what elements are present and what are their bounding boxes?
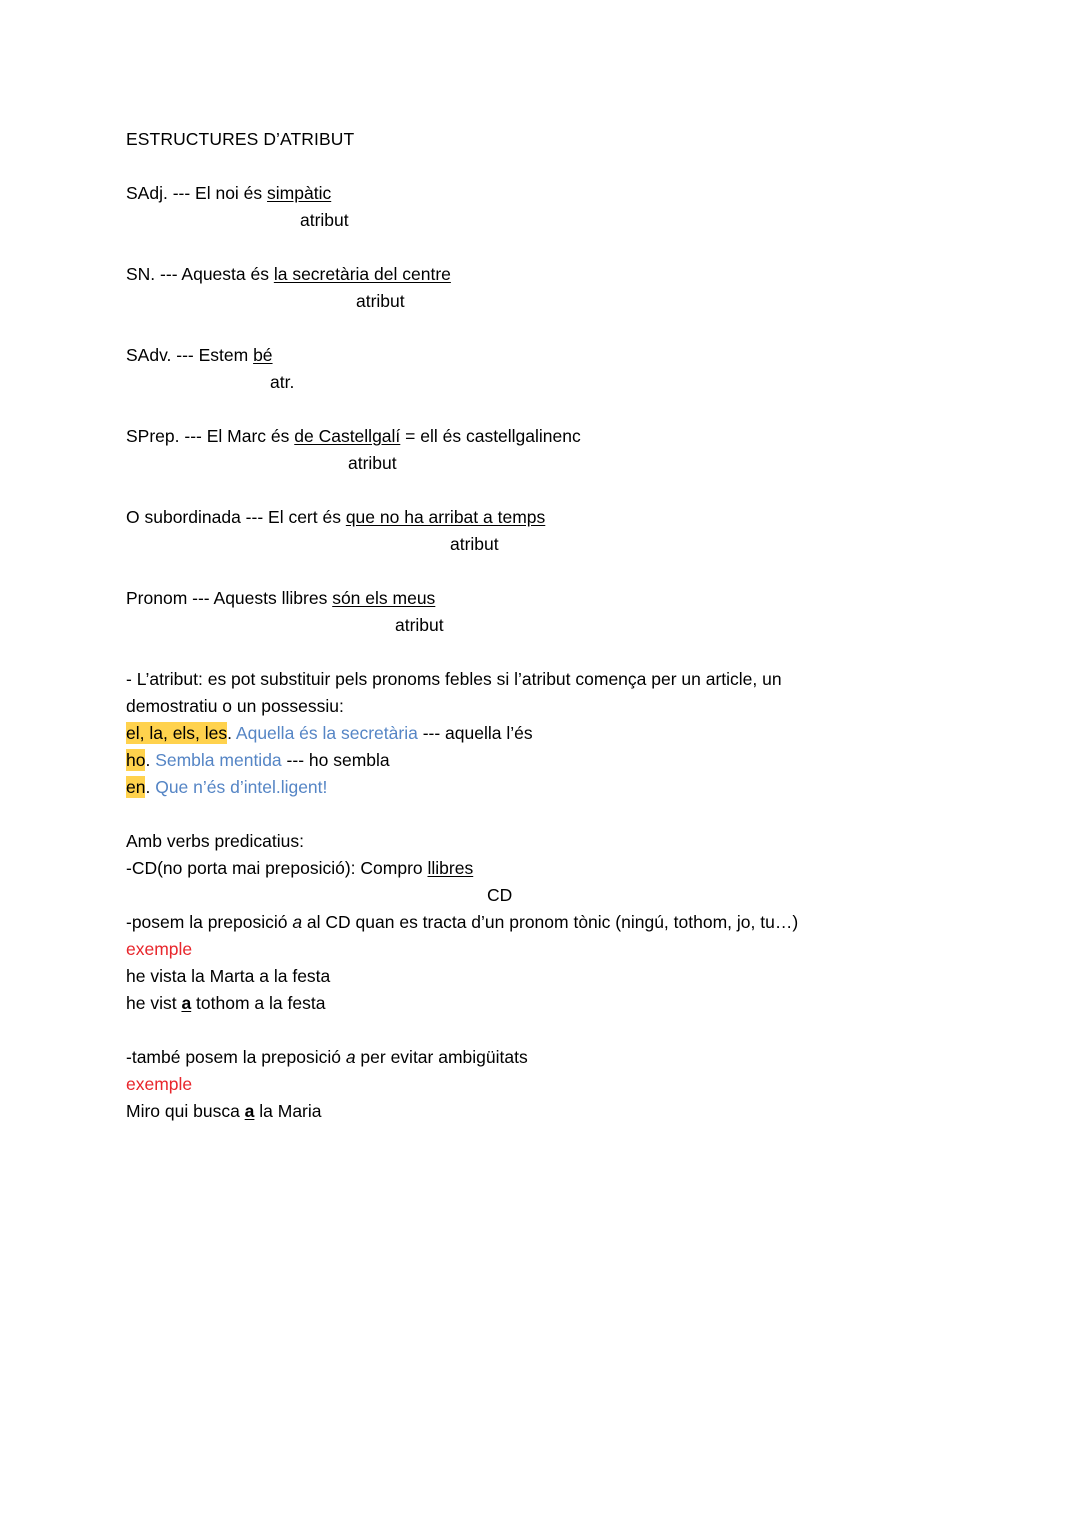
structure-function-label: atribut — [300, 210, 349, 230]
pronoun-example: Que n’és d’intel.ligent! — [155, 777, 328, 797]
structure-function-label: atribut — [395, 615, 444, 635]
structure-sentence-plain: Aquests llibres — [213, 588, 333, 608]
structure-type-label: SAdv. --- — [126, 345, 199, 365]
spacer — [126, 396, 950, 423]
pronoun-arrow: --- — [417, 723, 446, 743]
structure-entry-sn — [126, 261, 950, 315]
example-sentence — [126, 1098, 950, 1125]
pronoun-row — [126, 774, 950, 801]
structure-sentence — [126, 342, 950, 369]
pronoun-separator: . — [145, 750, 156, 770]
structure-sentence-plain: El Marc és — [206, 426, 295, 446]
spacer — [126, 1017, 950, 1044]
structure-sentence — [126, 585, 950, 612]
structure-sentence — [126, 261, 950, 288]
pronoun-highlight: en — [126, 777, 146, 797]
cd-rule — [126, 855, 950, 882]
structure-sentence-plain: El cert és — [268, 507, 346, 527]
structure-function-label: atribut — [348, 453, 397, 473]
preposition-bold-underlined: a — [181, 993, 192, 1013]
document-content — [126, 126, 950, 1125]
spacer — [126, 153, 950, 180]
example-post: tothom a la festa — [191, 993, 326, 1013]
cd-rule-text: -CD(no porta mai preposició): Compro — [126, 858, 428, 878]
example-label: exemple — [126, 1074, 193, 1094]
pronoun-separator: . — [227, 723, 236, 743]
tonic-pronoun-rule — [126, 909, 950, 936]
structure-entry-pronoun — [126, 585, 950, 639]
structure-entry-subordinate-clause — [126, 504, 950, 558]
spacer — [126, 639, 950, 666]
pronoun-example: Aquella és la secretària — [235, 723, 418, 743]
pronoun-highlight: ho — [126, 750, 146, 770]
page-title: ESTRUCTURES D’ATRIBUT — [126, 129, 355, 149]
structure-attribute-underlined: bé — [253, 345, 273, 365]
spacer — [126, 477, 950, 504]
structure-entry-sadj — [126, 180, 950, 234]
example-post: la Maria — [254, 1101, 322, 1121]
spacer — [126, 801, 950, 828]
cd-object-underlined: llibres — [427, 858, 474, 878]
substitution-note-line-1: - L’atribut: es pot substituir pels pronoms febles si l’atribut comença per un article, un — [126, 669, 782, 689]
example-pre: Miro qui busca — [126, 1101, 245, 1121]
pronoun-example: Sembla mentida — [155, 750, 282, 770]
structure-attribute-underlined: de Castellgalí — [294, 426, 401, 446]
structure-sentence-plain: El noi és — [195, 183, 268, 203]
pronoun-row — [126, 747, 950, 774]
substitution-note-line-2: demostratiu o un possessiu: — [126, 696, 344, 716]
structure-entry-sadv — [126, 342, 950, 396]
structure-sentence — [126, 423, 950, 450]
pronoun-arrow: --- — [281, 750, 309, 770]
example-sentence — [126, 990, 950, 1017]
pronoun-separator: . — [145, 777, 156, 797]
structure-function-label: atribut — [450, 534, 499, 554]
example-sentence: he vista la Marta a la festa — [126, 966, 331, 986]
structure-attribute-underlined: que no ha arribat a temps — [345, 507, 546, 527]
structure-type-label: SN. --- — [126, 264, 182, 284]
ambiguity-rule-pre: -també posem la preposició — [126, 1047, 346, 1067]
example-label: exemple — [126, 939, 193, 959]
pronoun-result: aquella l’és — [445, 723, 533, 743]
structure-attribute-underlined: són els meus — [332, 588, 436, 608]
cd-function-label: CD — [487, 885, 513, 905]
structure-sentence-tail: = ell és castellgalinenc — [400, 426, 581, 446]
structure-entry-sprep — [126, 423, 950, 477]
structure-sentence-plain: Aquesta és — [181, 264, 274, 284]
ambiguity-rule — [126, 1044, 950, 1071]
spacer — [126, 558, 950, 585]
structure-function-label: atribut — [356, 291, 405, 311]
example-pre: he vist — [126, 993, 182, 1013]
structure-type-label: SAdj. --- — [126, 183, 196, 203]
structure-attribute-underlined: la secretària del centre — [273, 264, 451, 284]
structure-sentence — [126, 504, 950, 531]
preposition-italic: a — [345, 1047, 356, 1067]
spacer — [126, 315, 950, 342]
preposition-bold-underlined: a — [244, 1101, 255, 1121]
predicative-heading: Amb verbs predicatius: — [126, 831, 304, 851]
ambiguity-rule-post: per evitar ambigüitats — [355, 1047, 528, 1067]
spacer — [126, 234, 950, 261]
tonic-rule-post: al CD quan es tracta d’un pronom tònic (ningú, tothom, jo, tu…) — [302, 912, 799, 932]
structure-type-label: O subordinada --- — [126, 507, 269, 527]
structure-type-label: SPrep. --- — [126, 426, 207, 446]
structure-function-label: atr. — [270, 372, 295, 392]
structure-attribute-underlined: simpàtic — [267, 183, 332, 203]
tonic-rule-pre: -posem la preposició — [126, 912, 293, 932]
structure-type-label: Pronom --- — [126, 588, 214, 608]
preposition-italic: a — [292, 912, 303, 932]
pronoun-row — [126, 720, 950, 747]
pronoun-result: ho sembla — [308, 750, 390, 770]
structure-sentence-plain: Estem — [198, 345, 254, 365]
pronoun-highlight: el, la, els, les — [126, 723, 228, 743]
structure-sentence — [126, 180, 950, 207]
